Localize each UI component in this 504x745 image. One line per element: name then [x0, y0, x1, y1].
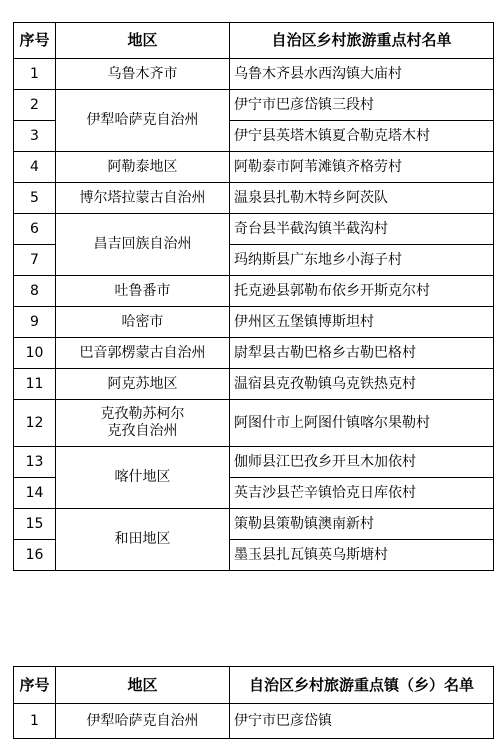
table-header-row: [14, 23, 494, 59]
village-cell: 乌鲁木齐县水西沟镇大庙村: [230, 59, 494, 90]
row-number: 9: [14, 307, 56, 338]
village-cell: 托克逊县郭勒布依乡开斯克尔村: [230, 276, 494, 307]
region-cell: [56, 400, 230, 447]
village-cell: 伽师县江巴孜乡开旦木加依村: [230, 447, 494, 478]
row-number: 3: [14, 121, 56, 152]
table-row: [14, 307, 494, 338]
row-number: 1: [14, 59, 56, 90]
region-cell: 昌吉回族自治州: [56, 214, 230, 276]
row-number: 12: [14, 400, 56, 447]
row-number: 8: [14, 276, 56, 307]
region-cell: 博尔塔拉蒙古自治州: [56, 183, 230, 214]
table-row: [14, 338, 494, 369]
row-number: 10: [14, 338, 56, 369]
region-cell: 喀什地区: [56, 447, 230, 509]
table-row: [14, 369, 494, 400]
table-row: [14, 704, 494, 739]
header-village-list: 自治区乡村旅游重点村名单: [230, 23, 494, 59]
row-number: 15: [14, 509, 56, 540]
region-cell: 乌鲁木齐市: [56, 59, 230, 90]
village-cell: 玛纳斯县广东地乡小海子村: [230, 245, 494, 276]
row-number: 11: [14, 369, 56, 400]
village-cell: 策勒县策勒镇澳南新村: [230, 509, 494, 540]
region-cell: 和田地区: [56, 509, 230, 571]
region-cell: 阿勒泰地区: [56, 152, 230, 183]
table-header-row: [14, 667, 494, 704]
region-line: 克孜自治州: [107, 423, 178, 439]
row-number: 7: [14, 245, 56, 276]
village-cell: 温泉县扎勒木特乡阿茨队: [230, 183, 494, 214]
header-serial: 序号: [14, 667, 56, 704]
village-cell: 温宿县克孜勒镇乌克铁热克村: [230, 369, 494, 400]
table-row: [14, 276, 494, 307]
village-cell: 伊宁县英塔木镇夏合勒克塔木村: [230, 121, 494, 152]
row-number: 16: [14, 540, 56, 571]
village-cell: 阿勒泰市阿苇滩镇齐格劳村: [230, 152, 494, 183]
town-cell: 伊宁市巴彦岱镇: [230, 704, 494, 739]
header-town-list: 自治区乡村旅游重点镇（乡）名单: [230, 667, 494, 704]
region-cell: 阿克苏地区: [56, 369, 230, 400]
table-row: [14, 214, 494, 245]
village-cell: 英吉沙县芒辛镇恰克日库依村: [230, 478, 494, 509]
village-cell: 尉犁县古勒巴格乡古勒巴格村: [230, 338, 494, 369]
table-row: [14, 447, 494, 478]
region-cell: 伊犁哈萨克自治州: [56, 704, 230, 739]
table-row: [14, 509, 494, 540]
table-row: [14, 400, 494, 447]
row-number: 14: [14, 478, 56, 509]
header-serial: 序号: [14, 23, 56, 59]
header-region: 地区: [56, 23, 230, 59]
village-cell: 奇台县半截沟镇半截沟村: [230, 214, 494, 245]
row-number: 6: [14, 214, 56, 245]
header-region: 地区: [56, 667, 230, 704]
row-number: 1: [14, 704, 56, 739]
table-row: [14, 59, 494, 90]
table-row: [14, 183, 494, 214]
row-number: 5: [14, 183, 56, 214]
row-number: 4: [14, 152, 56, 183]
table-row: [14, 90, 494, 121]
region-line: 克孜勒苏柯尔: [100, 406, 185, 422]
region-cell: 吐鲁番市: [56, 276, 230, 307]
region-cell: 哈密市: [56, 307, 230, 338]
village-cell: 伊宁市巴彦岱镇三段村: [230, 90, 494, 121]
row-number: 13: [14, 447, 56, 478]
tourism-town-table: [13, 666, 494, 739]
row-number: 2: [14, 90, 56, 121]
village-cell: 墨玉县扎瓦镇英乌斯塘村: [230, 540, 494, 571]
village-cell: 伊州区五堡镇博斯坦村: [230, 307, 494, 338]
region-cell: 巴音郭楞蒙古自治州: [56, 338, 230, 369]
table-row: [14, 152, 494, 183]
region-cell: 伊犁哈萨克自治州: [56, 90, 230, 152]
tourism-village-table: [13, 22, 494, 571]
village-cell: 阿图什市上阿图什镇喀尔果勒村: [230, 400, 494, 447]
